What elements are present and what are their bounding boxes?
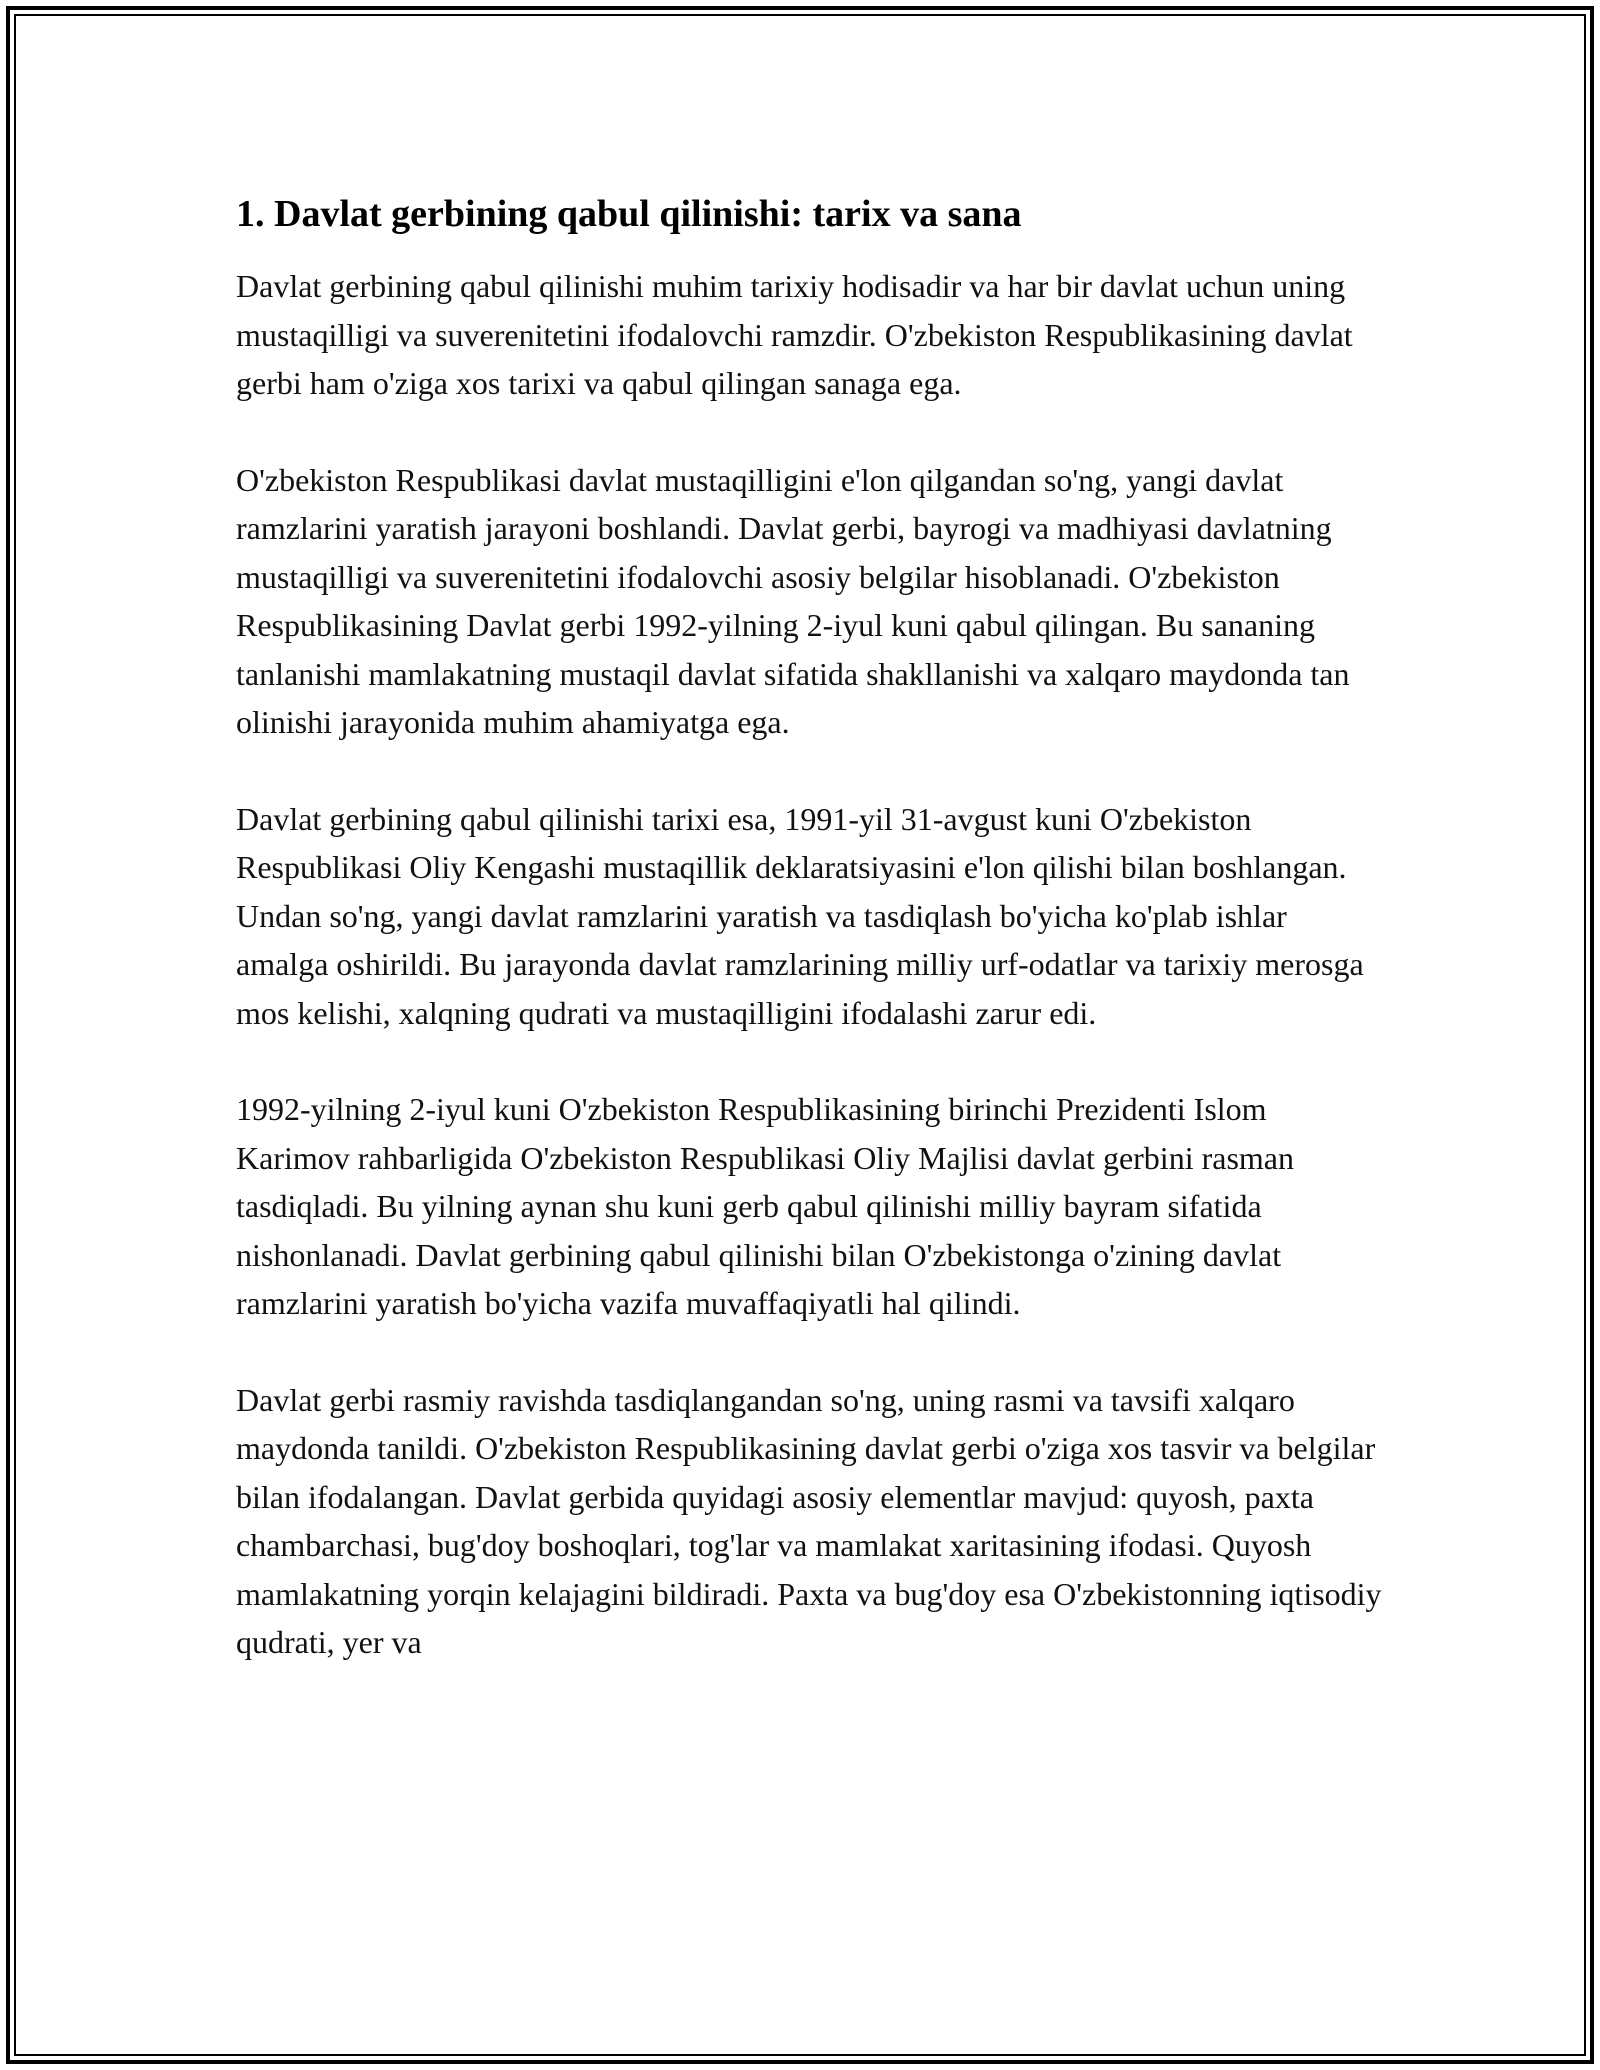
document-body — [236, 186, 1386, 1667]
paragraph: O'zbekiston Respublikasi davlat mustaqilligini e'lon qilgandan so'ng, yangi davlat ramzlarini yaratish jarayoni boshlandi. Davlat gerbi, bayrogi va madhiyasi davlatning mustaqilligi va suverenitetini ifodalovchi asosiy belgilar hisoblanadi. O'zbekiston Respublikasining Davlat gerbi 1992-yilning 2-iyul kuni qabul qilingan. Bu sananing tanlanishi mamlakatning mustaqil davlat sifatida shakllanishi va xalqaro maydonda tan olinishi jarayonida muhim ahamiyatga ega. — [236, 461, 1350, 740]
paragraph: 1992-yilning 2-iyul kuni O'zbekiston Respublikasining birinchi Prezidenti Islom Karimov rahbarligida O'zbekiston Respublikasi Oliy Majlisi davlat gerbini rasman tasdiqladi. Bu yilning aynan shu kuni gerb qabul qilinishi milliy bayram sifatida nishonlanadi. Davlat gerbining qabul qilinishi bilan O'zbekistonga o'zining davlat ramzlarini yaratish bo'yicha vazifa muvaffaqiyatli hal qilindi. — [236, 1091, 1294, 1321]
paragraph: Davlat gerbi rasmiy ravishda tasdiqlangandan so'ng, uning rasmi va tavsifi xalqaro maydonda tanildi. O'zbekiston Respublikasining davlat gerbi o'ziga xos tasvir va belgilar bilan ifodalangan. Davlat gerbida quyidagi asosiy elementlar mavjud: quyosh, paxta chambarchasi, bug'doy boshoqlari, tog'lar va mamlakat xaritasining ifodasi. Quyosh mamlakatning yorqin kelajagini bildiradi. Paxta va bug'doy esa O'zbekistonning iqtisodiy qudrati, yer va — [236, 1381, 1382, 1660]
section-heading: 1. Davlat gerbining qabul qilinishi: tarix va sana — [236, 193, 1022, 235]
paragraph: Davlat gerbining qabul qilinishi muhim tarixiy hodisadir va har bir davlat uchun uning mustaqilligi va suverenitetini ifodalovchi ramzdir. O'zbekiston Respublikasining davlat gerbi ham o'ziga xos tarixi va qabul qilingan sanaga ega. — [236, 268, 1353, 401]
paragraph: Davlat gerbining qabul qilinishi tarixi esa, 1991-yil 31-avgust kuni O'zbekiston Respublikasi Oliy Kengashi mustaqillik deklaratsiyasini e'lon qilishi bilan boshlangan. Undan so'ng, yangi davlat ramzlarini yaratish va tasdiqlash bo'yicha ko'plab ishlar amalga oshirildi. Bu jarayonda davlat ramzlarining milliy urf-odatlar va tarixiy merosga mos kelishi, xalqning qudrati va mustaqilligini ifodalashi zarur edi. — [236, 800, 1364, 1031]
